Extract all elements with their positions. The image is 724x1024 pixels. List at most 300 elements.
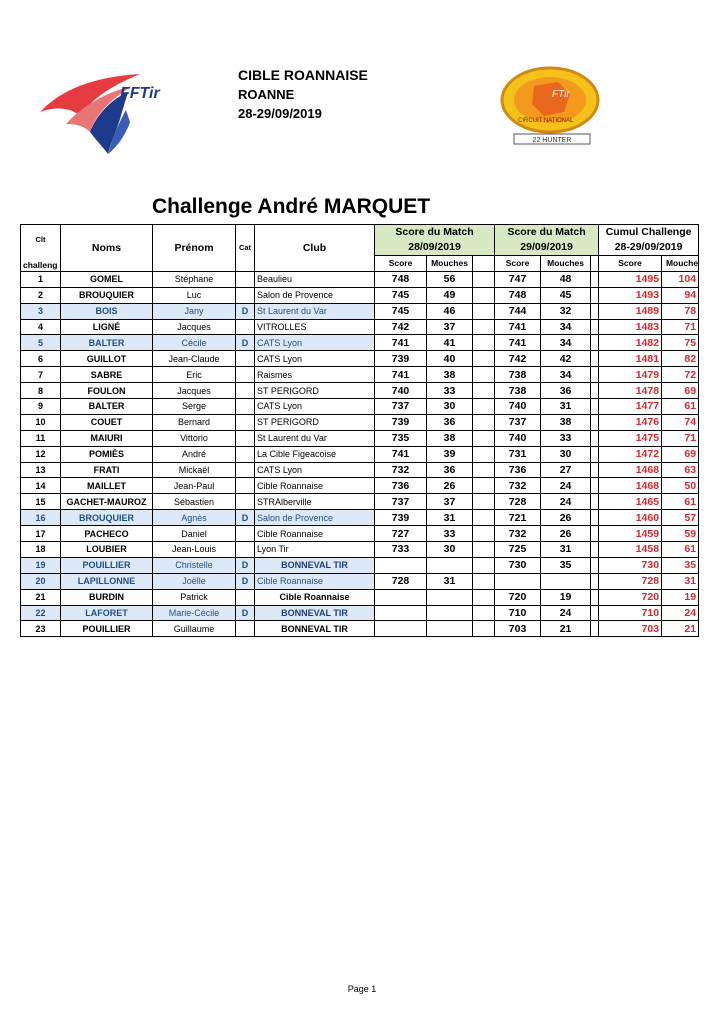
subheader-mouches-1: Mouches	[427, 256, 473, 272]
total-mouches-cell: 31	[662, 573, 699, 589]
score-2-cell	[495, 573, 541, 589]
score-1-cell: 741	[375, 446, 427, 462]
rank-cell: 18	[21, 542, 61, 558]
club-cell: Beaulieu	[255, 271, 375, 287]
score-1-cell: 727	[375, 526, 427, 542]
spacer-cell	[591, 557, 599, 573]
subheader-score-total: Score	[599, 256, 662, 272]
event-dates: 28-29/09/2019	[238, 106, 322, 121]
spacer-cell	[473, 478, 495, 494]
score-1-cell: 737	[375, 399, 427, 415]
total-score-cell: 1482	[599, 335, 662, 351]
header-cumul-title: Cumul Challenge	[605, 226, 692, 238]
header-clt-label: Clt	[35, 235, 46, 244]
category-cell	[236, 414, 255, 430]
firstname-cell: Jean-Claude	[153, 351, 236, 367]
mouches-2-cell	[541, 573, 591, 589]
rank-cell: 17	[21, 526, 61, 542]
name-cell: GACHET-MAUROZ	[61, 494, 153, 510]
total-mouches-cell: 59	[662, 526, 699, 542]
header-match-2-date: 29/09/2019	[520, 241, 573, 253]
mouches-1-cell: 31	[427, 573, 473, 589]
name-cell: SABRE	[61, 367, 153, 383]
rank-cell: 20	[21, 573, 61, 589]
total-score-cell: 1489	[599, 303, 662, 319]
rank-cell: 7	[21, 367, 61, 383]
name-cell: PACHECO	[61, 526, 153, 542]
spacer-cell	[591, 335, 599, 351]
total-mouches-cell: 94	[662, 287, 699, 303]
club-cell: St Laurent du Var	[255, 303, 375, 319]
score-2-cell: 740	[495, 399, 541, 415]
rank-cell: 5	[21, 335, 61, 351]
total-mouches-cell: 78	[662, 303, 699, 319]
rank-cell: 1	[21, 271, 61, 287]
mouches-2-cell: 30	[541, 446, 591, 462]
firstname-cell: Eric	[153, 367, 236, 383]
table-row	[21, 573, 699, 589]
header-match-1-date: 28/09/2019	[408, 241, 461, 253]
total-mouches-cell: 71	[662, 430, 699, 446]
firstname-cell: Marie-Cécile	[153, 605, 236, 621]
mouches-2-cell: 31	[541, 542, 591, 558]
firstname-cell: Joëlle	[153, 573, 236, 589]
total-mouches-cell: 63	[662, 462, 699, 478]
category-cell	[236, 383, 255, 399]
score-1-cell: 745	[375, 303, 427, 319]
table-row	[21, 605, 699, 621]
name-cell: POUILLIER	[61, 557, 153, 573]
subheader-mouches-2: Mouches	[541, 256, 591, 272]
mouches-2-cell: 24	[541, 494, 591, 510]
name-cell: FRATI	[61, 462, 153, 478]
total-mouches-cell: 19	[662, 589, 699, 605]
spacer-cell	[473, 573, 495, 589]
mouches-2-cell: 38	[541, 414, 591, 430]
score-1-cell: 728	[375, 573, 427, 589]
mouches-1-cell: 37	[427, 319, 473, 335]
spacer-cell	[591, 399, 599, 415]
firstname-cell: Luc	[153, 287, 236, 303]
table-row	[21, 271, 699, 287]
spacer-cell	[473, 335, 495, 351]
name-cell: BALTER	[61, 335, 153, 351]
total-score-cell: 1477	[599, 399, 662, 415]
score-2-cell: 720	[495, 589, 541, 605]
rank-cell: 21	[21, 589, 61, 605]
spacer-cell	[591, 367, 599, 383]
club-cell: CATS Lyon	[255, 399, 375, 415]
total-score-cell: 1468	[599, 478, 662, 494]
header-match-1-title: Score du Match	[395, 226, 474, 238]
score-1-cell: 732	[375, 462, 427, 478]
total-score-cell: 1475	[599, 430, 662, 446]
total-score-cell: 1459	[599, 526, 662, 542]
rank-cell: 8	[21, 383, 61, 399]
table-row	[21, 303, 699, 319]
score-2-cell: 721	[495, 510, 541, 526]
club-cell: La Cible Figeacoise	[255, 446, 375, 462]
category-cell: D	[236, 335, 255, 351]
table-row	[21, 478, 699, 494]
score-1-cell: 739	[375, 414, 427, 430]
score-2-cell: 732	[495, 478, 541, 494]
header-match-2-title: Score du Match	[507, 226, 586, 238]
score-2-cell: 748	[495, 287, 541, 303]
club-cell: Cible Roannaise	[255, 478, 375, 494]
table-row	[21, 414, 699, 430]
table-row	[21, 319, 699, 335]
total-score-cell: 1479	[599, 367, 662, 383]
total-mouches-cell: 35	[662, 557, 699, 573]
score-1-cell: 740	[375, 383, 427, 399]
club-cell: VITROLLES	[255, 319, 375, 335]
category-cell: D	[236, 573, 255, 589]
rank-cell: 14	[21, 478, 61, 494]
total-mouches-cell: 57	[662, 510, 699, 526]
firstname-cell: Cécile	[153, 335, 236, 351]
score-2-cell: 728	[495, 494, 541, 510]
spacer-cell	[473, 351, 495, 367]
mouches-1-cell	[427, 621, 473, 637]
spacer-cell	[591, 526, 599, 542]
score-1-cell: 739	[375, 351, 427, 367]
mouches-2-cell: 31	[541, 399, 591, 415]
page-number: Page 1	[347, 984, 377, 994]
club-cell: Salon de Provence	[255, 287, 375, 303]
spacer-cell	[591, 573, 599, 589]
score-1-cell: 733	[375, 542, 427, 558]
total-mouches-cell: 21	[662, 621, 699, 637]
mouches-2-cell: 42	[541, 351, 591, 367]
category-cell: D	[236, 303, 255, 319]
club-cell: CATS Lyon	[255, 462, 375, 478]
mouches-1-cell	[427, 605, 473, 621]
total-mouches-cell: 69	[662, 446, 699, 462]
total-mouches-cell: 104	[662, 271, 699, 287]
firstname-cell: Jacques	[153, 383, 236, 399]
firstname-cell: Patrick	[153, 589, 236, 605]
total-score-cell: 1460	[599, 510, 662, 526]
firstname-cell: Jacques	[153, 319, 236, 335]
fftir-logo-text: FFTir	[120, 85, 160, 102]
category-cell	[236, 351, 255, 367]
spacer-cell	[473, 287, 495, 303]
event-info	[238, 66, 368, 123]
club-cell: ST PERIGORD	[255, 414, 375, 430]
firstname-cell: Bernard	[153, 414, 236, 430]
table-row	[21, 446, 699, 462]
name-cell: BOIS	[61, 303, 153, 319]
name-cell: GOMEL	[61, 271, 153, 287]
total-score-cell: 1465	[599, 494, 662, 510]
name-cell: BURDIN	[61, 589, 153, 605]
firstname-cell: Daniel	[153, 526, 236, 542]
mouches-2-cell: 32	[541, 303, 591, 319]
spacer-cell	[591, 510, 599, 526]
spacer-cell	[591, 271, 599, 287]
firstname-cell: Agnès	[153, 510, 236, 526]
name-cell: POUILLIER	[61, 621, 153, 637]
rank-cell: 4	[21, 319, 61, 335]
header-clt-sub: challeng	[23, 260, 58, 270]
mouches-2-cell: 26	[541, 526, 591, 542]
header-match-2	[495, 225, 599, 256]
name-cell: MAILLET	[61, 478, 153, 494]
event-title: CIBLE ROANNAISE	[238, 67, 368, 83]
spacer-cell	[591, 478, 599, 494]
mouches-1-cell: 46	[427, 303, 473, 319]
category-cell	[236, 319, 255, 335]
firstname-cell: Serge	[153, 399, 236, 415]
score-2-cell: 741	[495, 335, 541, 351]
spacer-cell	[473, 319, 495, 335]
score-2-cell: 738	[495, 367, 541, 383]
spacer-cell	[591, 287, 599, 303]
club-cell: Lyon Tir	[255, 542, 375, 558]
club-cell: Raismes	[255, 367, 375, 383]
spacer-cell	[591, 446, 599, 462]
spacer-cell	[473, 605, 495, 621]
score-2-cell: 744	[495, 303, 541, 319]
table-row	[21, 287, 699, 303]
table-row	[21, 557, 699, 573]
event-city: ROANNE	[238, 87, 295, 102]
firstname-cell: Jany	[153, 303, 236, 319]
club-cell: BONNEVAL TIR	[255, 557, 375, 573]
rank-cell: 13	[21, 462, 61, 478]
category-cell	[236, 367, 255, 383]
firstname-cell: Jean-Louis	[153, 542, 236, 558]
rank-cell: 3	[21, 303, 61, 319]
table-row	[21, 510, 699, 526]
total-score-cell: 1472	[599, 446, 662, 462]
mouches-2-cell: 34	[541, 319, 591, 335]
table-row	[21, 621, 699, 637]
name-cell: LOUBIER	[61, 542, 153, 558]
total-mouches-cell: 82	[662, 351, 699, 367]
club-cell: Salon de Provence	[255, 510, 375, 526]
mouches-2-cell: 19	[541, 589, 591, 605]
rank-cell: 23	[21, 621, 61, 637]
name-cell: GUILLOT	[61, 351, 153, 367]
total-mouches-cell: 24	[662, 605, 699, 621]
mouches-2-cell: 45	[541, 287, 591, 303]
header-match-1	[375, 225, 495, 256]
mouches-2-cell: 33	[541, 430, 591, 446]
page-title: Challenge André MARQUET	[152, 195, 431, 218]
logo-badge-text: 22 HUNTER	[532, 137, 572, 144]
category-cell	[236, 462, 255, 478]
table-row	[21, 430, 699, 446]
score-1-cell	[375, 557, 427, 573]
total-score-cell: 1478	[599, 383, 662, 399]
score-2-cell: 747	[495, 271, 541, 287]
mouches-2-cell: 34	[541, 367, 591, 383]
name-cell: FOULON	[61, 383, 153, 399]
spacer-cell	[591, 303, 599, 319]
score-2-cell: 738	[495, 383, 541, 399]
mouches-2-cell: 24	[541, 605, 591, 621]
spacer-cell	[591, 462, 599, 478]
table-row	[21, 367, 699, 383]
spacer-cell	[591, 414, 599, 430]
total-score-cell: 1481	[599, 351, 662, 367]
header-cumul	[599, 225, 699, 256]
spacer-cell	[591, 589, 599, 605]
name-cell: BROUQUIER	[61, 287, 153, 303]
rank-cell: 10	[21, 414, 61, 430]
category-cell	[236, 399, 255, 415]
mouches-1-cell: 36	[427, 462, 473, 478]
mouches-1-cell: 38	[427, 430, 473, 446]
name-cell: BROUQUIER	[61, 510, 153, 526]
spacer-cell	[473, 510, 495, 526]
category-cell	[236, 446, 255, 462]
club-cell: STRAlberville	[255, 494, 375, 510]
mouches-1-cell: 49	[427, 287, 473, 303]
spacer-cell	[473, 446, 495, 462]
results-table	[20, 224, 699, 637]
mouches-1-cell: 40	[427, 351, 473, 367]
spacer-cell	[473, 526, 495, 542]
total-score-cell: 720	[599, 589, 662, 605]
spacer-cell	[473, 271, 495, 287]
rank-cell: 9	[21, 399, 61, 415]
total-score-cell: 710	[599, 605, 662, 621]
total-mouches-cell: 61	[662, 399, 699, 415]
firstname-cell: André	[153, 446, 236, 462]
rank-cell: 15	[21, 494, 61, 510]
rank-cell: 22	[21, 605, 61, 621]
total-score-cell: 1495	[599, 271, 662, 287]
category-cell	[236, 542, 255, 558]
score-1-cell: 741	[375, 335, 427, 351]
firstname-cell: Sébastien	[153, 494, 236, 510]
score-1-cell: 742	[375, 319, 427, 335]
club-cell: Cible Roannaise	[255, 589, 375, 605]
table-row	[21, 399, 699, 415]
score-1-cell: 736	[375, 478, 427, 494]
mouches-1-cell: 30	[427, 399, 473, 415]
header-noms: Noms	[61, 225, 153, 272]
table-row	[21, 589, 699, 605]
mouches-2-cell: 35	[541, 557, 591, 573]
club-cell: BONNEVAL TIR	[255, 605, 375, 621]
score-2-cell: 710	[495, 605, 541, 621]
spacer-cell	[591, 430, 599, 446]
header-cat: Cat	[236, 225, 255, 272]
spacer-cell	[473, 589, 495, 605]
total-mouches-cell: 69	[662, 383, 699, 399]
firstname-cell: Guillaume	[153, 621, 236, 637]
spacer-cell	[591, 319, 599, 335]
club-cell: CATS Lyon	[255, 335, 375, 351]
total-score-cell: 703	[599, 621, 662, 637]
rank-cell: 19	[21, 557, 61, 573]
table-row	[21, 526, 699, 542]
mouches-1-cell	[427, 557, 473, 573]
name-cell: LIGNÉ	[61, 319, 153, 335]
mouches-1-cell: 31	[427, 510, 473, 526]
score-2-cell: 736	[495, 462, 541, 478]
spacer-cell	[591, 383, 599, 399]
score-2-cell: 725	[495, 542, 541, 558]
total-score-cell: 1493	[599, 287, 662, 303]
total-score-cell: 1458	[599, 542, 662, 558]
mouches-2-cell: 21	[541, 621, 591, 637]
total-score-cell: 1468	[599, 462, 662, 478]
total-score-cell: 730	[599, 557, 662, 573]
total-mouches-cell: 50	[662, 478, 699, 494]
score-2-cell: 732	[495, 526, 541, 542]
spacer-cell	[473, 414, 495, 430]
total-score-cell: 1476	[599, 414, 662, 430]
logo-arc-text: CIRCUIT NATIONAL	[518, 118, 574, 124]
total-mouches-cell: 74	[662, 414, 699, 430]
spacer-cell	[591, 621, 599, 637]
category-cell: D	[236, 510, 255, 526]
table-row	[21, 383, 699, 399]
category-cell	[236, 589, 255, 605]
score-2-cell: 740	[495, 430, 541, 446]
spacer-cell	[473, 399, 495, 415]
rank-cell: 12	[21, 446, 61, 462]
mouches-2-cell: 26	[541, 510, 591, 526]
name-cell: BALTER	[61, 399, 153, 415]
subheader-mouches-total: Mouche	[662, 256, 699, 272]
mouches-1-cell: 41	[427, 335, 473, 351]
table-row	[21, 494, 699, 510]
firstname-cell: Mickaël	[153, 462, 236, 478]
category-cell	[236, 526, 255, 542]
firstname-cell: Stéphane	[153, 271, 236, 287]
total-mouches-cell: 61	[662, 542, 699, 558]
spacer-cell	[473, 542, 495, 558]
total-mouches-cell: 75	[662, 335, 699, 351]
score-2-cell: 737	[495, 414, 541, 430]
category-cell	[236, 271, 255, 287]
circuit-national-logo	[498, 64, 610, 148]
mouches-1-cell: 33	[427, 383, 473, 399]
mouches-1-cell: 30	[427, 542, 473, 558]
mouches-1-cell: 38	[427, 367, 473, 383]
total-score-cell: 728	[599, 573, 662, 589]
club-cell: St Laurent du Var	[255, 430, 375, 446]
rank-cell: 16	[21, 510, 61, 526]
subheader-score-1: Score	[375, 256, 427, 272]
club-cell: BONNEVAL TIR	[255, 621, 375, 637]
mouches-2-cell: 36	[541, 383, 591, 399]
mouches-1-cell: 37	[427, 494, 473, 510]
header-clt	[21, 225, 61, 272]
spacer-cell	[473, 383, 495, 399]
spacer-cell	[473, 303, 495, 319]
total-mouches-cell: 71	[662, 319, 699, 335]
mouches-1-cell: 26	[427, 478, 473, 494]
firstname-cell: Vittorio	[153, 430, 236, 446]
rank-cell: 11	[21, 430, 61, 446]
spacer-cell	[591, 494, 599, 510]
score-1-cell: 741	[375, 367, 427, 383]
score-1-cell	[375, 621, 427, 637]
table-row	[21, 351, 699, 367]
score-1-cell: 737	[375, 494, 427, 510]
category-cell: D	[236, 557, 255, 573]
category-cell	[236, 621, 255, 637]
mouches-1-cell	[427, 589, 473, 605]
mouches-2-cell: 27	[541, 462, 591, 478]
